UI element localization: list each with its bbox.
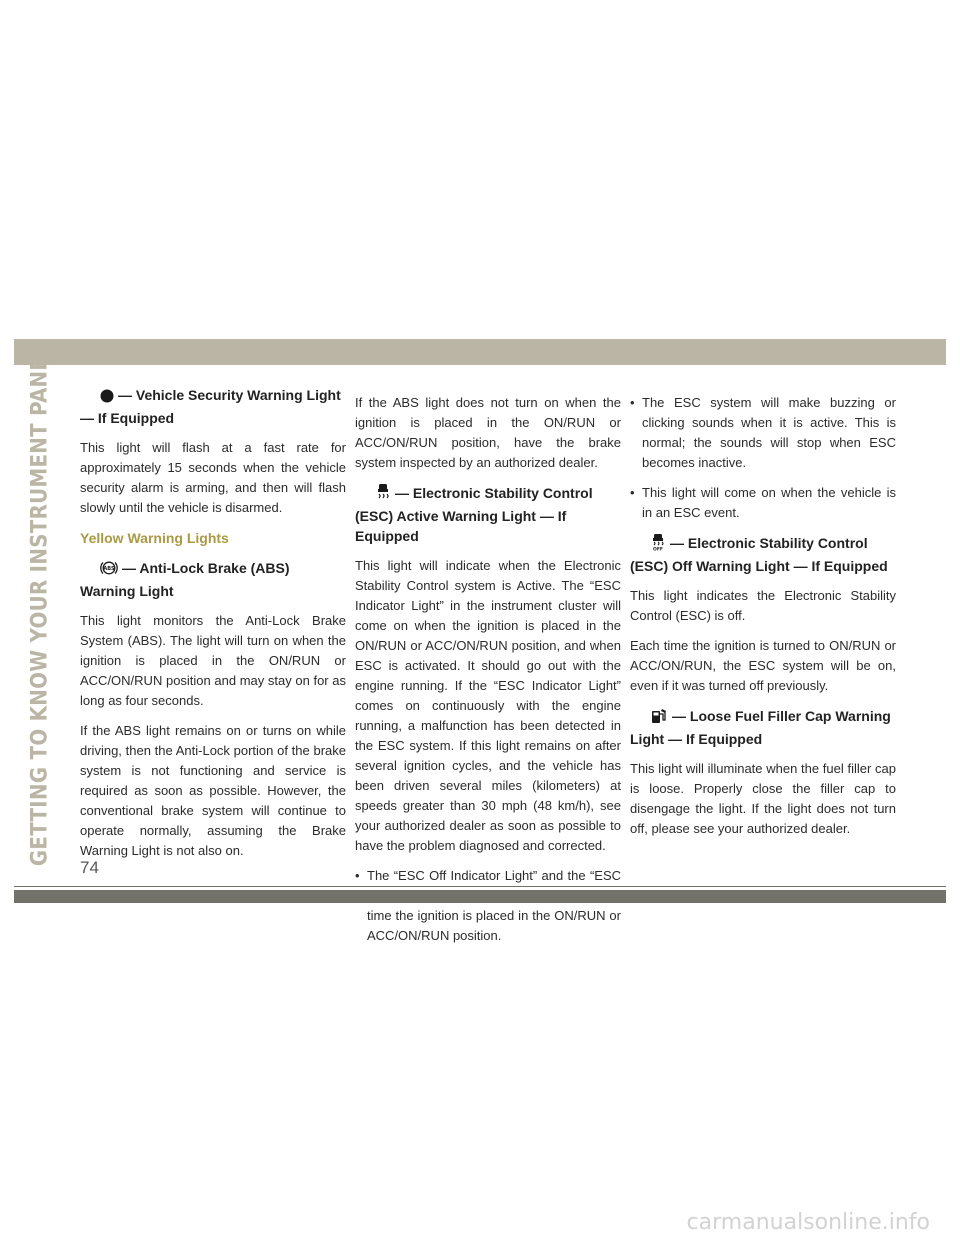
security-light-title: — Vehicle Security Warning Light — If Equipped [80,387,341,426]
top-band [14,339,946,365]
security-light-text: This light will flash at a fast rate for approximately 15 seconds when the vehicle security alarm is arming, and then will flash slowly until the vehicle is disarmed. [80,440,346,515]
column-1 [80,385,346,871]
column-2 [355,385,621,956]
esc-bullet-3: • This light will come on when the vehicle is in an ESC event. [630,483,896,523]
fuel-cap-title: — Loose Fuel Filler Cap Warning Light — If Equipped [630,708,891,747]
column-3 [630,385,896,849]
section-title: GETTING TO KNOW YOUR INSTRUMENT PANEL [27,343,53,867]
esc-active-text: This light will indicate when the Electronic Stability Control system is Active. The “ESC Indicator Light” in the instrument cluster will come on when the ignition is placed in the ON/RUN or ACC/ON/RUN position, and when ESC is activated. It should go out with the engine running. If the “ESC Indicator Light” comes on continuously with the engine running, a malfunction has been detected in the ESC system. If this light remains on after several ignition cycles, and the vehicle has been driven several miles (kilometers) at speeds greater than 30 mph (48 km/h), see your authorized dealer as soon as possible to have the problem diagnosed and corrected. [355,558,621,853]
esc-off-icon [650,533,666,556]
fuel-cap-heading [630,706,896,749]
security-light-icon [100,388,114,408]
esc-off-paragraph-2: Each time the ignition is turned to ON/RUN or ACC/ON/RUN, the ESC system will be on, even if it was turned off previously. [630,638,896,693]
abs-paragraph-2: If the ABS light remains on or turns on while driving, then the Anti-Lock portion of the brake system is not functioning and service is required as soon as possible. However, the conventional brake system will continue to operate normally, assuming the Brake Warning Light is not also on. [80,723,346,858]
esc-active-title: — Electronic Stability Control (ESC) Active Warning Light — If Equipped [355,485,593,544]
esc-active-heading [355,483,621,546]
esc-off-title: — Electronic Stability Control (ESC) Off Warning Light — If Equipped [630,535,888,574]
esc-bullet-2: • The ESC system will make buzzing or clicking sounds when it is active. This is normal; the sounds will stop when ESC becomes inactive. [630,393,896,473]
esc-off-heading [630,533,896,576]
section-side-tab [20,343,60,867]
fuel-cap-icon [650,708,668,729]
esc-bullet-list-2 [630,393,896,523]
security-light-heading [80,385,346,428]
esc-active-icon [375,483,391,506]
esc-bullet-list-1 [355,866,621,946]
abs-paragraph-3: If the ABS light does not turn on when the ignition is placed in the ON/RUN or ACC/ON/RUN position, have the brake system inspected by an authorized dealer. [355,395,621,470]
svg-text:OFF: OFF [653,547,663,551]
fuel-cap-text: This light will illuminate when the fuel filler cap is loose. Properly close the filler cap to disengage the light. If the light does not turn off, please see your authorized dealer. [630,761,896,836]
yellow-lights-heading: Yellow Warning Lights [80,530,229,546]
esc-off-paragraph-1: This light indicates the Electronic Stability Control (ESC) is off. [630,588,896,623]
bottom-band [14,890,946,903]
svg-text:ABS: ABS [103,566,115,572]
abs-warning-icon [100,560,118,581]
bottom-rule [14,886,946,887]
page-number: 74 [80,858,99,877]
esc-bullet-1: • The “ESC Off Indicator Light” and the “ESC time the ignition is placed in the ON/RUN or ACC/ON/RUN position. [355,866,621,946]
abs-light-heading [80,558,346,601]
watermark: carmanualsonline.info [686,1210,930,1235]
abs-paragraph-1: This light monitors the Anti-Lock Brake System (ABS). The light will turn on when the ignition is placed in the ON/RUN or ACC/ON/RUN position and may stay on for as long as four seconds. [80,613,346,708]
abs-light-title: — Anti-Lock Brake (ABS) Warning Light [80,560,290,599]
